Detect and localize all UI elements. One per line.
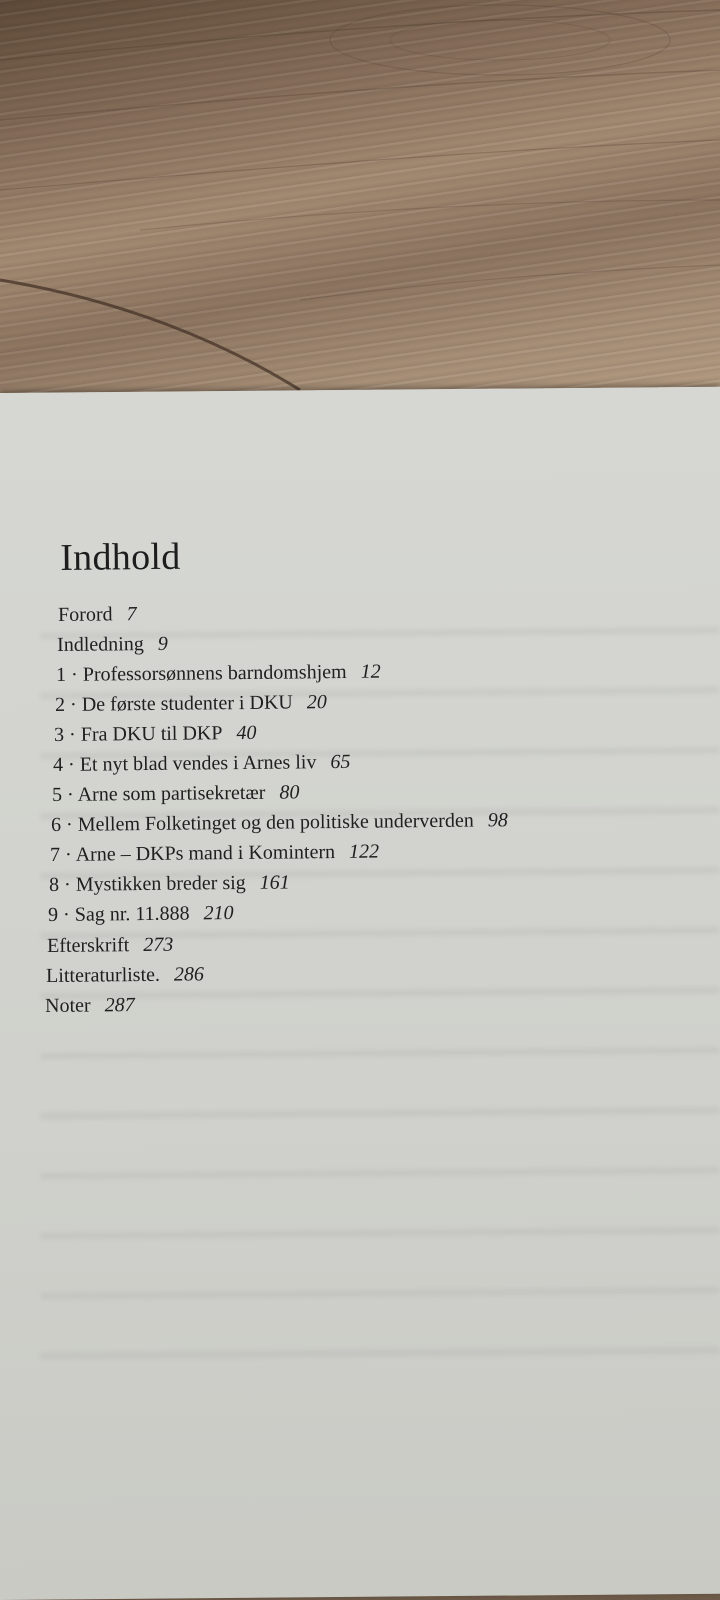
toc-entry [49, 871, 290, 897]
toc-entry-page: 12 [360, 660, 381, 683]
bleed-through-line [40, 1347, 720, 1360]
toc-entry [53, 751, 351, 777]
wooden-table-background [0, 0, 720, 420]
bleed-through-line [40, 1227, 720, 1240]
toc-entry [46, 963, 204, 988]
toc-entry-label: 4 · Et nyt blad vendes i Arnes liv [53, 751, 317, 776]
toc-entry [48, 902, 234, 927]
toc-entry-label: 1 · Professorsønnens barndomshjem [56, 660, 347, 686]
bleed-through-line [40, 1167, 720, 1180]
toc-entry-label: Noter [45, 994, 91, 1017]
toc-entry-page: 210 [203, 902, 234, 925]
toc-entry-page: 40 [236, 721, 257, 745]
toc-entry-page: 273 [143, 933, 174, 956]
toc-entry [50, 841, 379, 867]
toc-entry [45, 994, 135, 1018]
toc-entry-label: 6 · Mellem Folketinget og den politiske underverden [51, 809, 474, 836]
toc-entry-page: 7 [126, 603, 137, 626]
toc-entry-label: 8 · Mystikken breder sig [49, 871, 246, 896]
wood-grain [0, 0, 720, 420]
toc-entry-label: 9 · Sag nr. 11.888 [48, 902, 190, 926]
page-title: Indhold [60, 535, 181, 579]
toc-entry-page: 122 [348, 840, 380, 863]
toc-entry-label: Forord [58, 603, 113, 626]
toc-entry-label: 3 · Fra DKU til DKP [54, 722, 223, 746]
toc-entry-page: 287 [104, 994, 135, 1017]
toc-entry [54, 722, 257, 747]
toc-entry-page: 161 [259, 871, 290, 894]
toc-entry-page: 98 [487, 809, 508, 832]
toc-entry-page: 286 [173, 963, 205, 986]
toc-entry [51, 809, 508, 837]
toc-entry-label: Litteraturliste. [46, 963, 161, 987]
toc-entry-page: 20 [306, 691, 327, 714]
bleed-through-line [40, 1287, 720, 1300]
toc-entry [58, 603, 137, 627]
bleed-through-line [40, 987, 720, 1000]
toc-entry [56, 661, 381, 687]
toc-entry-label: 5 · Arne som partisekretær [52, 781, 266, 806]
toc-entry [47, 934, 173, 958]
toc-entry-label: Efterskrift [47, 934, 130, 957]
toc-entry-page: 65 [330, 750, 351, 774]
toc-entry [55, 691, 327, 717]
toc-entry [57, 633, 168, 657]
toc-entry-page: 9 [157, 632, 168, 655]
toc-entry [52, 781, 300, 807]
bleed-through-line [40, 1107, 720, 1120]
toc-entry-label: 2 · De første studenter i DKU [55, 691, 293, 716]
bleed-through-line [40, 1047, 720, 1060]
toc-entry-label: 7 · Arne – DKPs mand i Komintern [50, 841, 336, 866]
toc-entry-page: 80 [279, 781, 300, 804]
toc-entry-label: Indledning [57, 633, 144, 656]
